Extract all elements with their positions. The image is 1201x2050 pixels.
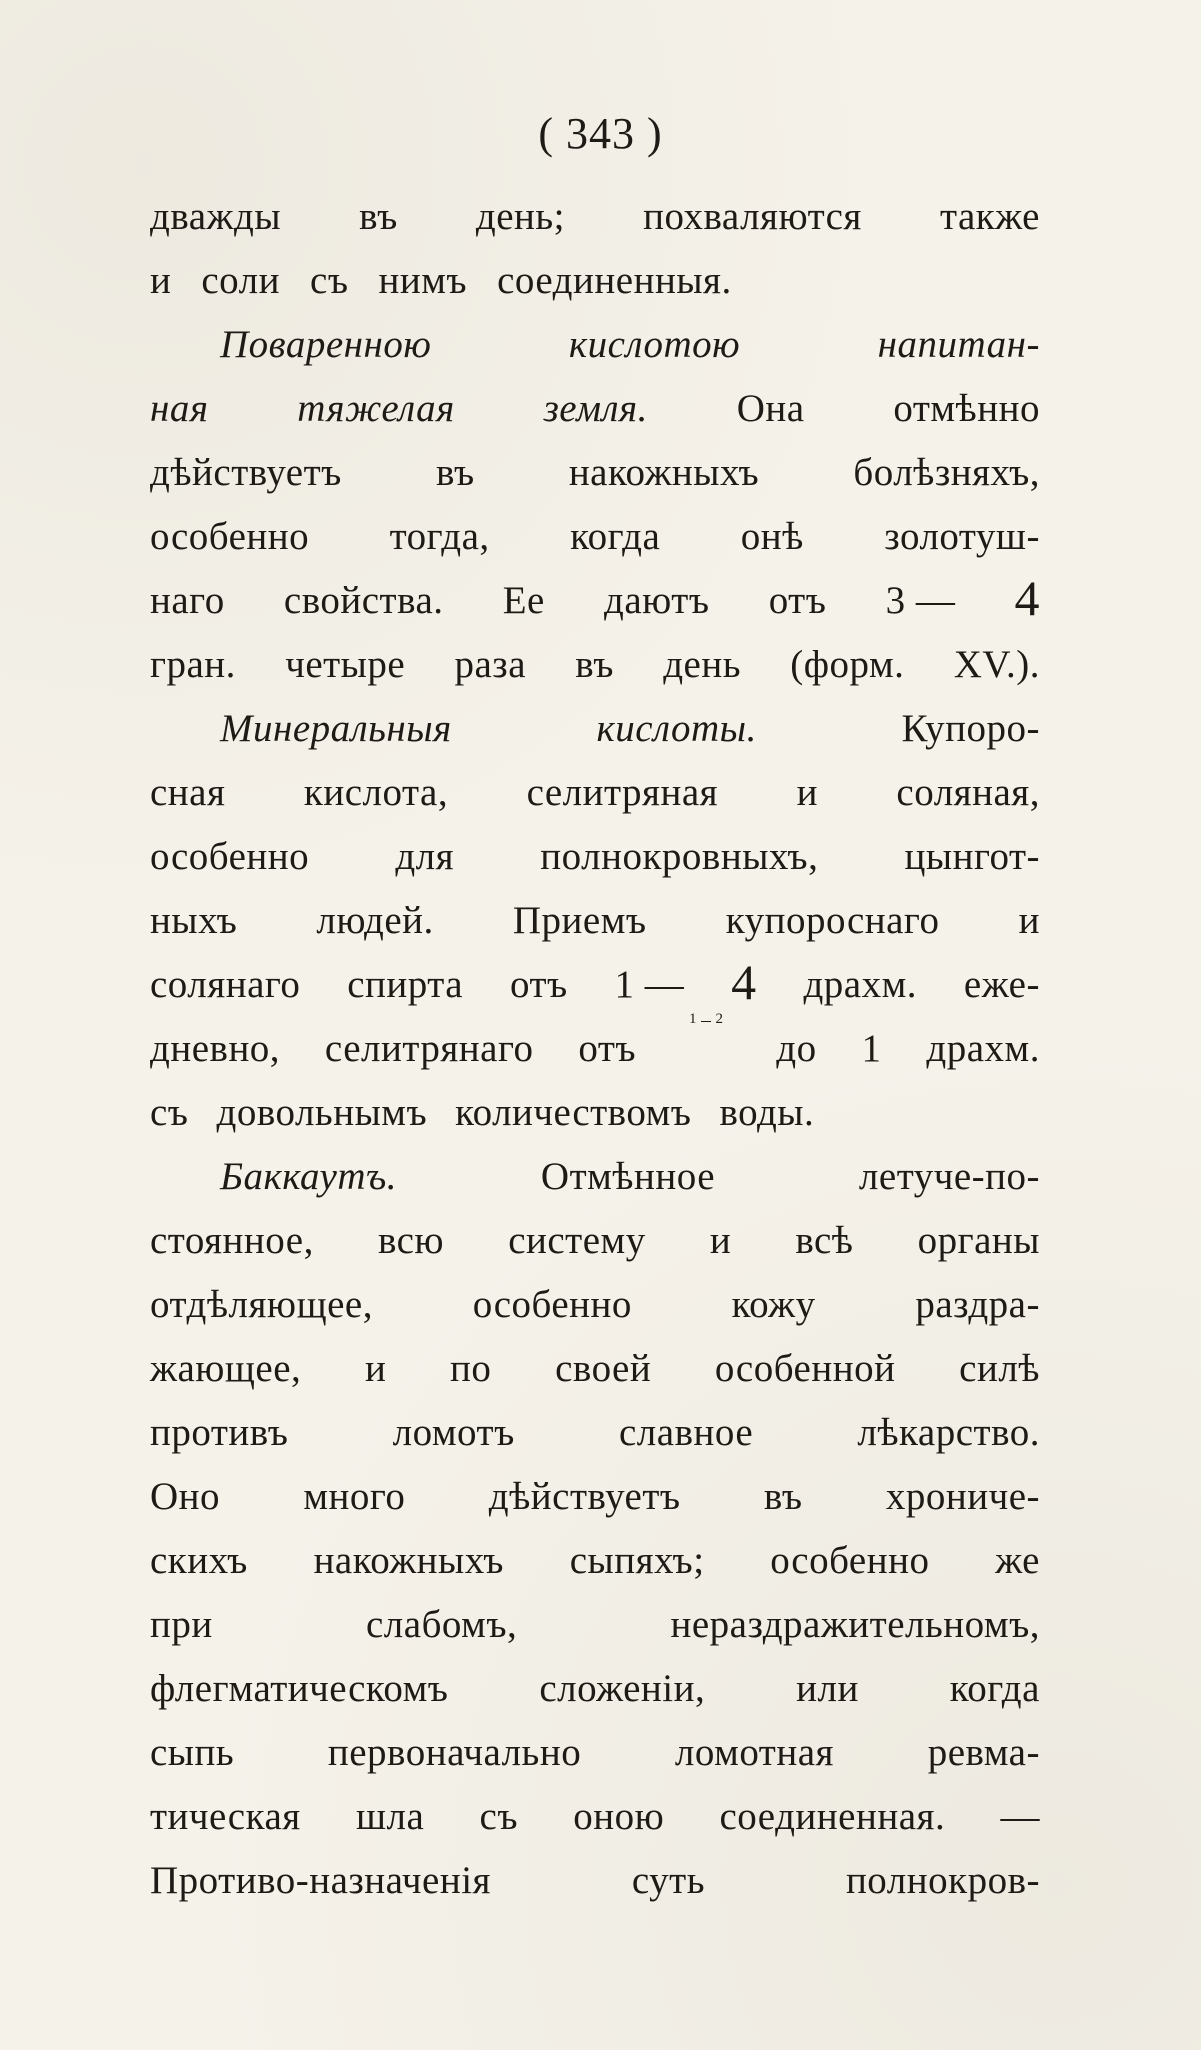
word: соляная, — [896, 771, 1040, 814]
text-line — [150, 889, 1040, 953]
word: Отмѣнное — [540, 1155, 715, 1198]
word: всю — [377, 1219, 445, 1262]
text-line — [150, 1273, 1040, 1337]
word: (форм. — [790, 643, 905, 686]
text-line — [150, 1465, 1040, 1529]
word: соединенныя. — [497, 259, 732, 302]
word: соли — [201, 259, 281, 302]
word: селитрянаго — [324, 1027, 534, 1070]
word: тогда, — [389, 515, 490, 558]
word: дѣйствуетъ — [150, 451, 342, 494]
word: для — [395, 835, 455, 878]
word: особенной — [714, 1347, 896, 1390]
text-line — [150, 441, 1040, 505]
word: полнокровныхъ, — [540, 835, 819, 878]
word: когда — [570, 515, 661, 558]
italic-term: кислоты. — [596, 707, 757, 750]
word: при — [150, 1603, 213, 1646]
word: количествомъ — [455, 1091, 692, 1134]
word: ломотъ — [392, 1411, 515, 1454]
word: накожныхъ — [313, 1539, 504, 1582]
word: кислота, — [303, 771, 449, 814]
word: противъ — [150, 1411, 289, 1454]
italic-term: ная — [150, 387, 209, 430]
word: съ — [150, 1091, 189, 1134]
text-line — [150, 569, 1040, 633]
word: отъ — [768, 579, 827, 622]
word: 1 — — [614, 963, 685, 1006]
word: же — [995, 1539, 1040, 1582]
text-line — [150, 249, 1040, 313]
text-line — [150, 1529, 1040, 1593]
word: силѣ — [959, 1347, 1040, 1390]
fraction-denominator: 2 — [715, 1011, 724, 1027]
italic-term: напитан- — [877, 323, 1040, 366]
text-line — [150, 1593, 1040, 1657]
word: въ — [436, 451, 475, 494]
word: 3 — — [885, 579, 956, 622]
word: дважды — [150, 195, 282, 238]
word: и — [709, 1219, 732, 1262]
word: Противо-назначенiя — [150, 1859, 491, 1902]
word: скихъ — [150, 1539, 248, 1582]
fraction-bar — [701, 1021, 711, 1022]
word: Купоро- — [901, 707, 1040, 750]
word: нераздражительномъ, — [670, 1603, 1040, 1646]
word: наго — [150, 579, 225, 622]
text-line — [150, 1337, 1040, 1401]
word: раза — [454, 643, 527, 686]
word: по — [450, 1347, 492, 1390]
word: спирта — [347, 963, 464, 1006]
text-line — [150, 1849, 1040, 1913]
word: сыпь — [150, 1731, 235, 1774]
text-line — [150, 1657, 1040, 1721]
word: славное — [619, 1411, 754, 1454]
italic-term: кислотою — [568, 323, 741, 366]
word: и — [796, 771, 818, 814]
word: дѣйствуетъ — [488, 1475, 681, 1518]
page-number: ( 343 ) — [538, 109, 663, 158]
text-line — [150, 1721, 1040, 1785]
word: драхм. — [926, 1027, 1040, 1070]
word: особенно — [770, 1539, 930, 1582]
word: болѣзняхъ, — [853, 451, 1040, 494]
number: 4 — [1014, 570, 1040, 626]
text-line — [150, 825, 1040, 889]
word: дневно, — [150, 1027, 281, 1070]
word: своей — [555, 1347, 652, 1390]
word: купороснаго — [725, 899, 940, 942]
word: даютъ — [604, 579, 710, 622]
word: сная — [150, 771, 226, 814]
fraction-one-half — [689, 1013, 724, 1077]
word: цынгот- — [904, 835, 1040, 878]
word: отъ — [509, 963, 568, 1006]
text-line — [150, 1785, 1040, 1849]
word: сложенiи, — [539, 1667, 706, 1710]
word: особенно — [150, 515, 310, 558]
text-line — [150, 1401, 1040, 1465]
word: ныхъ — [150, 899, 238, 942]
word: когда — [949, 1667, 1040, 1710]
word: воды. — [719, 1091, 815, 1134]
word: слабомъ, — [365, 1603, 518, 1646]
word: суть — [631, 1859, 706, 1902]
word: раздра- — [915, 1283, 1040, 1326]
word: флегматическомъ — [150, 1667, 449, 1710]
word: особенно — [472, 1283, 632, 1326]
italic-term: тяжелая — [297, 387, 455, 430]
paragraph-heading-line — [150, 1145, 1040, 1209]
text-line — [150, 1011, 1040, 1081]
word: органы — [917, 1219, 1040, 1262]
word: въ — [359, 195, 398, 238]
word: летуче-по- — [858, 1155, 1040, 1198]
text-line — [150, 505, 1040, 569]
word: четыре — [285, 643, 406, 686]
word: довольнымъ — [216, 1091, 428, 1134]
word: день — [663, 643, 742, 686]
text-line — [150, 185, 1040, 249]
word: отдѣляющее, — [150, 1283, 373, 1326]
word: ломотная — [674, 1731, 834, 1774]
paragraph-heading-line — [150, 313, 1040, 377]
word: селитряная — [526, 771, 719, 814]
word: тическая — [150, 1795, 301, 1838]
text-line — [150, 377, 1040, 441]
paragraph-heading-line — [150, 697, 1040, 761]
italic-term: Поваренною — [220, 323, 432, 366]
word: и — [1018, 899, 1040, 942]
word: стоянное, — [150, 1219, 314, 1262]
word: похваляются — [643, 195, 862, 238]
word: отмѣнно — [893, 387, 1040, 430]
word: и — [364, 1347, 387, 1390]
word: шла — [355, 1795, 425, 1838]
italic-term: Баккаутъ. — [220, 1155, 397, 1198]
word: или — [796, 1667, 859, 1710]
word: Ее — [502, 579, 545, 622]
word: первоначально — [327, 1731, 582, 1774]
text-line — [150, 1209, 1040, 1273]
word: съ — [310, 259, 349, 302]
word: до — [776, 1027, 817, 1070]
fraction-numerator: 1 — [688, 1011, 697, 1027]
word: день; — [475, 195, 566, 238]
italic-term: Минеральныя — [220, 707, 452, 750]
word: и — [150, 259, 172, 302]
word: жающее, — [150, 1347, 302, 1390]
text-line — [150, 1081, 1040, 1145]
word: всѣ — [795, 1219, 854, 1262]
word: сыпяхъ; — [569, 1539, 705, 1582]
body-text — [150, 185, 1040, 1913]
word: золотуш- — [884, 515, 1040, 558]
word: лѣкарство. — [857, 1411, 1040, 1454]
word: еже- — [963, 963, 1040, 1006]
word: Она — [736, 387, 805, 430]
word: въ — [763, 1475, 803, 1518]
word: нимъ — [378, 259, 468, 302]
text-line — [150, 953, 1040, 1017]
word: полнокров- — [845, 1859, 1040, 1902]
text-line — [150, 761, 1040, 825]
word: отъ — [578, 1027, 637, 1070]
word: съ — [479, 1795, 518, 1838]
word: въ — [575, 643, 614, 686]
word: 1 — [861, 1027, 882, 1070]
word: хрониче- — [885, 1475, 1040, 1518]
word: систему — [508, 1219, 646, 1262]
word: оною — [573, 1795, 665, 1838]
italic-term: земля. — [543, 387, 648, 430]
word: XV.). — [953, 643, 1040, 686]
word: ревма- — [927, 1731, 1040, 1774]
word: соединенная. — [719, 1795, 946, 1838]
word: также — [939, 195, 1040, 238]
word: Приемъ — [512, 899, 647, 942]
word: много — [303, 1475, 406, 1518]
word: гран. — [150, 643, 236, 686]
word: накожныхъ — [568, 451, 760, 494]
word: драхм. — [803, 963, 918, 1006]
word: солянаго — [150, 963, 301, 1006]
word: особенно — [150, 835, 310, 878]
text-line — [150, 633, 1040, 697]
word: людей. — [316, 899, 434, 942]
word: — — [1000, 1795, 1040, 1838]
word: кожу — [731, 1283, 816, 1326]
number: 4 — [731, 954, 757, 1010]
word: онѣ — [740, 515, 804, 558]
word: Оно — [150, 1475, 221, 1518]
word: свойства. — [283, 579, 444, 622]
